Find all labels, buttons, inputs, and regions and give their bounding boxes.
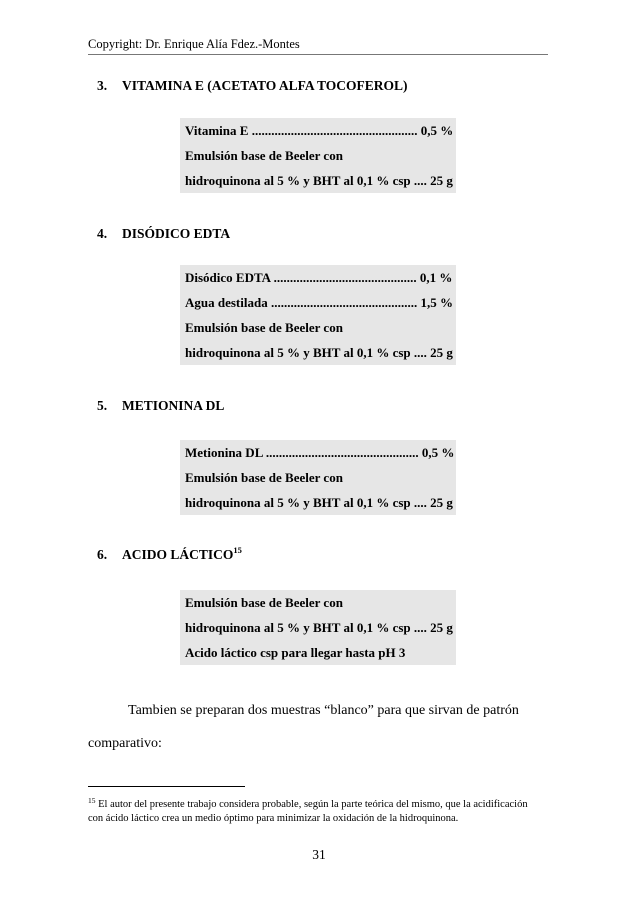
section-title: DISÓDICO EDTA bbox=[122, 226, 231, 241]
formula-box-acido-lactico bbox=[180, 590, 456, 665]
formula-row: hidroquinona al 5 % y BHT al 0,1 % csp .... 25 g bbox=[185, 345, 453, 360]
section-number: 6. bbox=[97, 547, 108, 562]
section-title: VITAMINA E (ACETATO ALFA TOCOFEROL) bbox=[122, 78, 408, 93]
formula-box-disodico-edta bbox=[180, 265, 456, 365]
formula-row: Emulsión base de Beeler con bbox=[185, 470, 343, 485]
footnote-line-2: con ácido láctico crea un medio óptimo para minimizar la oxidación de la hidroquinona. bbox=[88, 813, 459, 824]
formula-row: Disódico EDTA ............................................ 0,1 % bbox=[185, 270, 453, 285]
formula-box-vitamina-e bbox=[180, 118, 456, 193]
page-header: Copyright: Dr. Enrique Alía Fdez.-Montes bbox=[88, 36, 548, 55]
section-number: 4. bbox=[97, 226, 108, 241]
section-title: ACIDO LÁCTICO bbox=[122, 547, 234, 562]
section-4-heading bbox=[97, 225, 230, 243]
formula-row: Emulsión base de Beeler con bbox=[185, 595, 343, 610]
formula-row: Metionina DL ............................................... 0,5 % bbox=[185, 445, 455, 460]
section-3-heading bbox=[97, 77, 408, 95]
section-5-heading bbox=[97, 397, 224, 415]
formula-row: Agua destilada ............................................. 1,5 % bbox=[185, 295, 453, 310]
formula-box-metionina-dl bbox=[180, 440, 456, 515]
page-number: 31 bbox=[312, 847, 326, 862]
footnote-ref: 15 bbox=[233, 545, 242, 555]
formula-row: hidroquinona al 5 % y BHT al 0,1 % csp .... 25 g bbox=[185, 173, 453, 188]
footnote bbox=[88, 798, 558, 826]
section-6-heading bbox=[97, 546, 242, 564]
footnote-line-1: El autor del presente trabajo considera probable, según la parte teórica del mismo, que la acidificación bbox=[95, 799, 528, 810]
body-paragraph-line-1: Tambien se preparan dos muestras “blanco” para que sirvan de patrón bbox=[128, 703, 519, 718]
formula-row: Emulsión base de Beeler con bbox=[185, 320, 343, 335]
body-paragraph-line-2: comparativo: bbox=[88, 736, 162, 751]
formula-row: Vitamina E ................................................... 0,5 % bbox=[185, 123, 454, 138]
section-number: 3. bbox=[97, 78, 108, 93]
footnote-marker: 15 bbox=[88, 796, 96, 805]
formula-row: Emulsión base de Beeler con bbox=[185, 148, 343, 163]
section-title: METIONINA DL bbox=[122, 398, 225, 413]
section-number: 5. bbox=[97, 398, 108, 413]
footnote-separator bbox=[88, 786, 245, 787]
formula-row: hidroquinona al 5 % y BHT al 0,1 % csp .... 25 g bbox=[185, 495, 453, 510]
formula-row: Acido láctico csp para llegar hasta pH 3 bbox=[185, 645, 406, 660]
formula-row: hidroquinona al 5 % y BHT al 0,1 % csp .... 25 g bbox=[185, 620, 453, 635]
